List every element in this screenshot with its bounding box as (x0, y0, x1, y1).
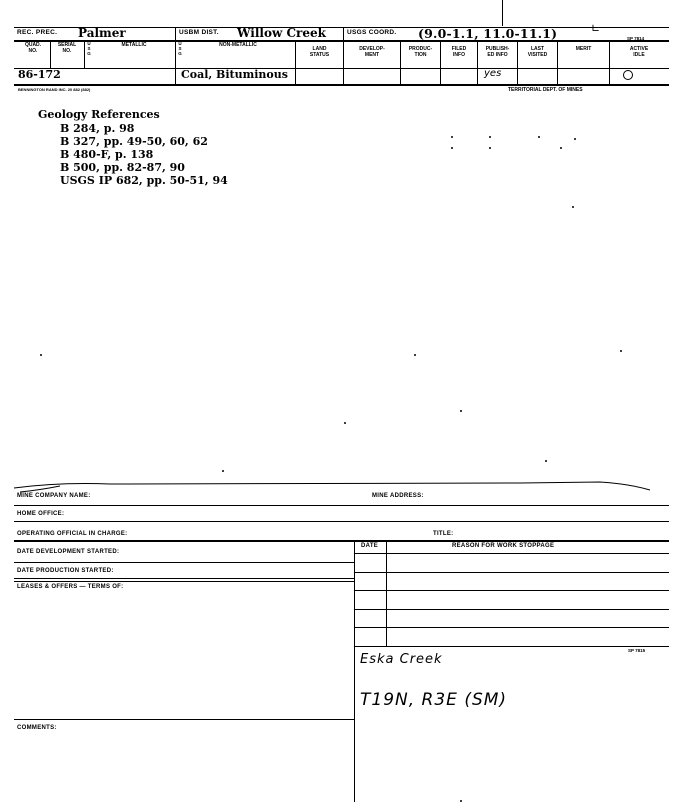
date-production-label: DATE PRODUCTION STARTED: (17, 568, 114, 574)
geology-ref: B 327, pp. 49-50, 60, 62 (60, 135, 208, 148)
col-published-info: PUBLISH- ED INFO (485, 46, 510, 58)
col-usgs-nonmetallic: U S G (178, 41, 182, 56)
date-development-label: DATE DEVELOPMENT STARTED: (17, 549, 120, 555)
col-metallic: METALLIC (121, 42, 147, 48)
usbm-dist-label: USBM DIST. (179, 29, 219, 36)
col-quad-no: QUAD. NO. (24, 42, 42, 54)
usgs-coord-label: USGS COORD. (347, 29, 397, 36)
geology-ref: USGS IP 682, pp. 50-51, 94 (60, 174, 228, 187)
rec-prec-label: REC. PREC. (17, 29, 58, 36)
usgs-coord-value: (9.0-1.1, 11.0-11.1) (418, 26, 558, 41)
home-office-label: HOME OFFICE: (17, 511, 65, 517)
usbm-dist-value: Willow Creek (237, 26, 326, 40)
col-last-visited: LAST VISITED (527, 46, 548, 58)
check-mark: ∟ (591, 22, 601, 35)
rec-prec-value: Palmer (78, 26, 126, 40)
col-serial-no: SERIAL NO. (57, 42, 77, 54)
operating-official-label: OPERATING OFFICIAL IN CHARGE: (17, 531, 128, 537)
date-column-header: DATE (361, 543, 379, 549)
geology-ref: B 500, pp. 82-87, 90 (60, 161, 185, 174)
printer-note: BENNINGTON RAND INC. 20 882 (882) (18, 87, 91, 92)
title-label: TITLE: (433, 531, 454, 537)
col-development: DEVELOP- MENT (359, 46, 385, 58)
territorial-dept: TERRITORIAL DEPT. OF MINES (508, 87, 583, 93)
active-circle-mark (623, 70, 633, 80)
geology-heading: Geology References (38, 108, 160, 121)
reason-column-header: REASON FOR WORK STOPPAGE (452, 543, 555, 549)
serial-value: 86-172 (18, 68, 61, 81)
col-usgs-metallic: U S G (87, 41, 91, 56)
form-number-top: SP 7814 (627, 36, 645, 41)
col-non-metallic: NON-METALLIC (219, 42, 257, 48)
col-merit: MERIT (575, 46, 592, 52)
comments-label: COMMENTS: (17, 725, 57, 731)
col-land-status: LAND STATUS (309, 46, 330, 58)
leases-offers-label: LEASES & OFFERS — TERMS OF: (17, 584, 124, 590)
handwritten-location: Eska Creek (360, 652, 443, 667)
published-info-value: yes (484, 68, 502, 79)
handwritten-township: T19N, R3E (SM) (360, 690, 508, 710)
geology-ref: B 284, p. 98 (60, 122, 135, 135)
col-active-idle: ACTIVE IDLE (629, 46, 649, 58)
non-metallic-value: Coal, Bituminous (181, 68, 288, 81)
col-production: PRODUC- TION (408, 46, 433, 58)
col-filed-info: FILED INFO (451, 46, 467, 58)
geology-ref: B 480-F, p. 138 (60, 148, 154, 161)
mine-company-name-label: MINE COMPANY NAME: (17, 493, 91, 499)
form-number-bottom: SP 7815 (628, 648, 646, 653)
mine-address-label: MINE ADDRESS: (372, 493, 424, 499)
